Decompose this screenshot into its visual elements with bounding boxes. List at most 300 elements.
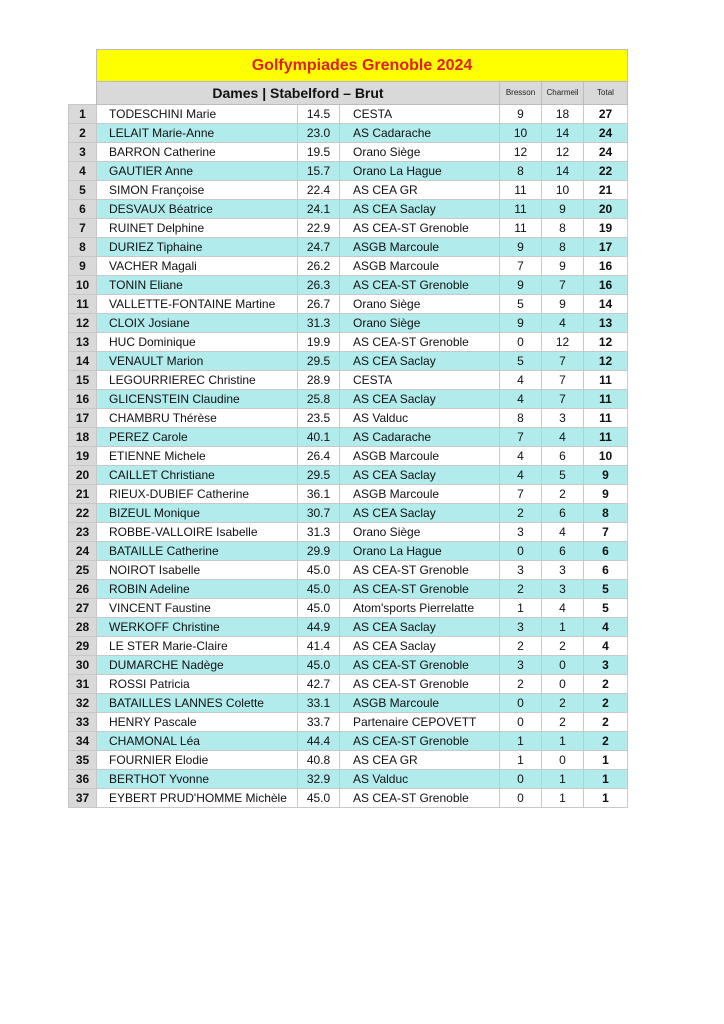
handicap: 31.3 bbox=[298, 523, 340, 542]
rank-cell: 11 bbox=[69, 295, 97, 314]
score-bresson: 7 bbox=[500, 257, 542, 276]
handicap: 26.2 bbox=[298, 257, 340, 276]
score-total: 1 bbox=[584, 789, 628, 808]
club-name: AS CEA-ST Grenoble bbox=[340, 789, 500, 808]
player-name: HUC Dominique bbox=[97, 333, 298, 352]
score-bresson: 4 bbox=[500, 390, 542, 409]
player-name: VINCENT Faustine bbox=[97, 599, 298, 618]
handicap: 24.7 bbox=[298, 238, 340, 257]
rank-cell: 16 bbox=[69, 390, 97, 409]
club-name: Orano Siège bbox=[340, 314, 500, 333]
table-row bbox=[69, 789, 628, 808]
club-name: ASGB Marcoule bbox=[340, 485, 500, 504]
score-bresson: 7 bbox=[500, 485, 542, 504]
score-charmeil: 4 bbox=[542, 314, 584, 333]
handicap: 14.5 bbox=[298, 105, 340, 124]
score-charmeil: 1 bbox=[542, 770, 584, 789]
club-name: ASGB Marcoule bbox=[340, 447, 500, 466]
club-name: AS CEA GR bbox=[340, 751, 500, 770]
score-bresson: 3 bbox=[500, 523, 542, 542]
score-charmeil: 14 bbox=[542, 162, 584, 181]
table-row bbox=[69, 333, 628, 352]
club-name: AS Cadarache bbox=[340, 124, 500, 143]
table-row bbox=[69, 371, 628, 390]
table-row bbox=[69, 466, 628, 485]
handicap: 33.7 bbox=[298, 713, 340, 732]
handicap: 29.5 bbox=[298, 352, 340, 371]
rank-cell: 23 bbox=[69, 523, 97, 542]
score-bresson: 3 bbox=[500, 618, 542, 637]
score-charmeil: 7 bbox=[542, 390, 584, 409]
club-name: AS CEA Saclay bbox=[340, 352, 500, 371]
score-charmeil: 2 bbox=[542, 694, 584, 713]
table-row bbox=[69, 276, 628, 295]
club-name: CESTA bbox=[340, 105, 500, 124]
score-bresson: 2 bbox=[500, 637, 542, 656]
score-bresson: 5 bbox=[500, 352, 542, 371]
handicap: 32.9 bbox=[298, 770, 340, 789]
score-bresson: 9 bbox=[500, 105, 542, 124]
score-bresson: 7 bbox=[500, 428, 542, 447]
table-row bbox=[69, 561, 628, 580]
club-name: AS CEA-ST Grenoble bbox=[340, 276, 500, 295]
table-row bbox=[69, 675, 628, 694]
score-charmeil: 18 bbox=[542, 105, 584, 124]
player-name: BATAILLE Catherine bbox=[97, 542, 298, 561]
table-row bbox=[69, 200, 628, 219]
score-total: 27 bbox=[584, 105, 628, 124]
handicap: 33.1 bbox=[298, 694, 340, 713]
handicap: 29.9 bbox=[298, 542, 340, 561]
rank-cell: 28 bbox=[69, 618, 97, 637]
blank-corner bbox=[69, 82, 97, 105]
player-name: LELAIT Marie-Anne bbox=[97, 124, 298, 143]
club-name: AS CEA Saclay bbox=[340, 637, 500, 656]
handicap: 40.1 bbox=[298, 428, 340, 447]
score-bresson: 0 bbox=[500, 789, 542, 808]
rank-cell: 36 bbox=[69, 770, 97, 789]
score-total: 7 bbox=[584, 523, 628, 542]
table-row bbox=[69, 409, 628, 428]
rank-cell: 32 bbox=[69, 694, 97, 713]
score-total: 9 bbox=[584, 466, 628, 485]
rank-cell: 22 bbox=[69, 504, 97, 523]
column-header-bresson: Bresson bbox=[500, 82, 542, 105]
rank-cell: 3 bbox=[69, 143, 97, 162]
player-name: VACHER Magali bbox=[97, 257, 298, 276]
player-name: LE STER Marie-Claire bbox=[97, 637, 298, 656]
club-name: AS CEA Saclay bbox=[340, 200, 500, 219]
score-charmeil: 7 bbox=[542, 371, 584, 390]
score-charmeil: 2 bbox=[542, 485, 584, 504]
score-total: 4 bbox=[584, 637, 628, 656]
club-name: Orano Siège bbox=[340, 523, 500, 542]
score-total: 22 bbox=[584, 162, 628, 181]
score-total: 1 bbox=[584, 751, 628, 770]
score-bresson: 8 bbox=[500, 409, 542, 428]
score-bresson: 11 bbox=[500, 200, 542, 219]
score-bresson: 11 bbox=[500, 219, 542, 238]
club-name: AS CEA-ST Grenoble bbox=[340, 333, 500, 352]
score-charmeil: 7 bbox=[542, 352, 584, 371]
score-charmeil: 9 bbox=[542, 257, 584, 276]
score-total: 8 bbox=[584, 504, 628, 523]
score-charmeil: 0 bbox=[542, 656, 584, 675]
score-total: 6 bbox=[584, 561, 628, 580]
club-name: ASGB Marcoule bbox=[340, 238, 500, 257]
score-charmeil: 3 bbox=[542, 409, 584, 428]
score-charmeil: 8 bbox=[542, 219, 584, 238]
score-charmeil: 0 bbox=[542, 751, 584, 770]
table-row bbox=[69, 485, 628, 504]
handicap: 19.5 bbox=[298, 143, 340, 162]
score-bresson: 0 bbox=[500, 770, 542, 789]
handicap: 29.5 bbox=[298, 466, 340, 485]
player-name: NOIROT Isabelle bbox=[97, 561, 298, 580]
rank-cell: 25 bbox=[69, 561, 97, 580]
score-total: 16 bbox=[584, 257, 628, 276]
handicap: 40.8 bbox=[298, 751, 340, 770]
club-name: Partenaire CEPOVETT bbox=[340, 713, 500, 732]
rank-cell: 33 bbox=[69, 713, 97, 732]
score-total: 16 bbox=[584, 276, 628, 295]
player-name: VENAULT Marion bbox=[97, 352, 298, 371]
score-bresson: 3 bbox=[500, 561, 542, 580]
handicap: 45.0 bbox=[298, 789, 340, 808]
score-charmeil: 7 bbox=[542, 276, 584, 295]
score-bresson: 2 bbox=[500, 675, 542, 694]
header-row bbox=[69, 82, 628, 105]
score-charmeil: 12 bbox=[542, 333, 584, 352]
rank-cell: 4 bbox=[69, 162, 97, 181]
column-header-charmeil: Charmeil bbox=[542, 82, 584, 105]
score-charmeil: 1 bbox=[542, 789, 584, 808]
table-row bbox=[69, 352, 628, 371]
table-row bbox=[69, 542, 628, 561]
score-total: 2 bbox=[584, 732, 628, 751]
results-sheet bbox=[68, 49, 628, 808]
player-name: DESVAUX Béatrice bbox=[97, 200, 298, 219]
handicap: 41.4 bbox=[298, 637, 340, 656]
handicap: 36.1 bbox=[298, 485, 340, 504]
rank-cell: 18 bbox=[69, 428, 97, 447]
club-name: AS Valduc bbox=[340, 770, 500, 789]
score-charmeil: 0 bbox=[542, 675, 584, 694]
score-total: 2 bbox=[584, 713, 628, 732]
score-total: 4 bbox=[584, 618, 628, 637]
score-charmeil: 4 bbox=[542, 428, 584, 447]
handicap: 26.3 bbox=[298, 276, 340, 295]
table-row bbox=[69, 618, 628, 637]
player-name: CHAMBRU Thérèse bbox=[97, 409, 298, 428]
score-charmeil: 9 bbox=[542, 295, 584, 314]
score-total: 20 bbox=[584, 200, 628, 219]
rank-cell: 17 bbox=[69, 409, 97, 428]
blank-corner bbox=[69, 50, 97, 82]
score-charmeil: 9 bbox=[542, 200, 584, 219]
score-bresson: 5 bbox=[500, 295, 542, 314]
category-header: Dames | Stabelford – Brut bbox=[97, 82, 500, 105]
score-total: 6 bbox=[584, 542, 628, 561]
rank-cell: 27 bbox=[69, 599, 97, 618]
score-bresson: 1 bbox=[500, 732, 542, 751]
score-bresson: 0 bbox=[500, 694, 542, 713]
player-name: BATAILLES LANNES Colette bbox=[97, 694, 298, 713]
score-bresson: 1 bbox=[500, 751, 542, 770]
club-name: AS CEA-ST Grenoble bbox=[340, 219, 500, 238]
handicap: 23.5 bbox=[298, 409, 340, 428]
player-name: ROBIN Adeline bbox=[97, 580, 298, 599]
score-bresson: 10 bbox=[500, 124, 542, 143]
score-bresson: 9 bbox=[500, 238, 542, 257]
rank-cell: 8 bbox=[69, 238, 97, 257]
score-charmeil: 2 bbox=[542, 713, 584, 732]
score-total: 24 bbox=[584, 124, 628, 143]
score-bresson: 4 bbox=[500, 371, 542, 390]
score-total: 11 bbox=[584, 390, 628, 409]
table-row bbox=[69, 181, 628, 200]
table-row bbox=[69, 732, 628, 751]
rank-cell: 14 bbox=[69, 352, 97, 371]
score-total: 5 bbox=[584, 599, 628, 618]
table-row bbox=[69, 428, 628, 447]
score-bresson: 2 bbox=[500, 504, 542, 523]
score-bresson: 3 bbox=[500, 656, 542, 675]
handicap: 26.4 bbox=[298, 447, 340, 466]
rank-cell: 21 bbox=[69, 485, 97, 504]
table-row bbox=[69, 124, 628, 143]
club-name: Orano La Hague bbox=[340, 542, 500, 561]
player-name: RIEUX-DUBIEF Catherine bbox=[97, 485, 298, 504]
rank-cell: 10 bbox=[69, 276, 97, 295]
player-name: LEGOURRIEREC Christine bbox=[97, 371, 298, 390]
score-charmeil: 6 bbox=[542, 504, 584, 523]
player-name: DURIEZ Tiphaine bbox=[97, 238, 298, 257]
player-name: WERKOFF Christine bbox=[97, 618, 298, 637]
rank-cell: 15 bbox=[69, 371, 97, 390]
player-name: ROBBE-VALLOIRE Isabelle bbox=[97, 523, 298, 542]
score-charmeil: 14 bbox=[542, 124, 584, 143]
score-total: 19 bbox=[584, 219, 628, 238]
handicap: 45.0 bbox=[298, 561, 340, 580]
score-total: 21 bbox=[584, 181, 628, 200]
score-bresson: 1 bbox=[500, 599, 542, 618]
score-bresson: 8 bbox=[500, 162, 542, 181]
club-name: AS CEA-ST Grenoble bbox=[340, 675, 500, 694]
score-total: 1 bbox=[584, 770, 628, 789]
rank-cell: 26 bbox=[69, 580, 97, 599]
rank-cell: 29 bbox=[69, 637, 97, 656]
player-name: GLICENSTEIN Claudine bbox=[97, 390, 298, 409]
handicap: 44.9 bbox=[298, 618, 340, 637]
club-name: AS CEA-ST Grenoble bbox=[340, 656, 500, 675]
handicap: 26.7 bbox=[298, 295, 340, 314]
club-name: Orano Siège bbox=[340, 143, 500, 162]
score-bresson: 4 bbox=[500, 466, 542, 485]
score-total: 3 bbox=[584, 656, 628, 675]
rank-cell: 7 bbox=[69, 219, 97, 238]
score-charmeil: 8 bbox=[542, 238, 584, 257]
score-charmeil: 6 bbox=[542, 542, 584, 561]
player-name: VALLETTE-FONTAINE Martine bbox=[97, 295, 298, 314]
score-total: 12 bbox=[584, 352, 628, 371]
player-name: ROSSI Patricia bbox=[97, 675, 298, 694]
club-name: Atom'sports Pierrelatte bbox=[340, 599, 500, 618]
rank-cell: 6 bbox=[69, 200, 97, 219]
player-name: BARRON Catherine bbox=[97, 143, 298, 162]
player-name: GAUTIER Anne bbox=[97, 162, 298, 181]
player-name: TONIN Eliane bbox=[97, 276, 298, 295]
table-row bbox=[69, 295, 628, 314]
player-name: TODESCHINI Marie bbox=[97, 105, 298, 124]
score-total: 11 bbox=[584, 409, 628, 428]
score-total: 12 bbox=[584, 333, 628, 352]
score-charmeil: 3 bbox=[542, 580, 584, 599]
score-bresson: 0 bbox=[500, 713, 542, 732]
handicap: 45.0 bbox=[298, 656, 340, 675]
player-name: DUMARCHE Nadège bbox=[97, 656, 298, 675]
table-row bbox=[69, 390, 628, 409]
club-name: AS CEA-ST Grenoble bbox=[340, 561, 500, 580]
player-name: EYBERT PRUD'HOMME Michèle bbox=[97, 789, 298, 808]
player-name: BERTHOT Yvonne bbox=[97, 770, 298, 789]
score-bresson: 0 bbox=[500, 333, 542, 352]
page-title: Golfympiades Grenoble 2024 bbox=[97, 50, 628, 82]
player-name: CAILLET Christiane bbox=[97, 466, 298, 485]
club-name: AS CEA Saclay bbox=[340, 618, 500, 637]
score-total: 11 bbox=[584, 371, 628, 390]
handicap: 44.4 bbox=[298, 732, 340, 751]
rank-cell: 35 bbox=[69, 751, 97, 770]
rank-cell: 2 bbox=[69, 124, 97, 143]
handicap: 19.9 bbox=[298, 333, 340, 352]
handicap: 23.0 bbox=[298, 124, 340, 143]
score-total: 14 bbox=[584, 295, 628, 314]
score-total: 24 bbox=[584, 143, 628, 162]
handicap: 42.7 bbox=[298, 675, 340, 694]
score-bresson: 4 bbox=[500, 447, 542, 466]
table-row bbox=[69, 162, 628, 181]
score-charmeil: 3 bbox=[542, 561, 584, 580]
rank-cell: 9 bbox=[69, 257, 97, 276]
club-name: CESTA bbox=[340, 371, 500, 390]
score-total: 13 bbox=[584, 314, 628, 333]
handicap: 31.3 bbox=[298, 314, 340, 333]
club-name: AS CEA-ST Grenoble bbox=[340, 732, 500, 751]
rank-cell: 1 bbox=[69, 105, 97, 124]
rank-cell: 34 bbox=[69, 732, 97, 751]
rank-cell: 20 bbox=[69, 466, 97, 485]
table-row bbox=[69, 713, 628, 732]
club-name: AS CEA Saclay bbox=[340, 466, 500, 485]
handicap: 24.1 bbox=[298, 200, 340, 219]
score-total: 11 bbox=[584, 428, 628, 447]
results-table bbox=[68, 49, 628, 808]
rank-cell: 5 bbox=[69, 181, 97, 200]
table-row bbox=[69, 257, 628, 276]
handicap: 15.7 bbox=[298, 162, 340, 181]
rank-cell: 12 bbox=[69, 314, 97, 333]
handicap: 30.7 bbox=[298, 504, 340, 523]
handicap: 45.0 bbox=[298, 580, 340, 599]
handicap: 25.8 bbox=[298, 390, 340, 409]
player-name: BIZEUL Monique bbox=[97, 504, 298, 523]
club-name: AS CEA Saclay bbox=[340, 390, 500, 409]
player-name: CLOIX Josiane bbox=[97, 314, 298, 333]
club-name: ASGB Marcoule bbox=[340, 694, 500, 713]
table-row bbox=[69, 219, 628, 238]
score-charmeil: 1 bbox=[542, 618, 584, 637]
score-total: 10 bbox=[584, 447, 628, 466]
club-name: Orano La Hague bbox=[340, 162, 500, 181]
score-charmeil: 10 bbox=[542, 181, 584, 200]
column-header-total: Total bbox=[584, 82, 628, 105]
score-charmeil: 6 bbox=[542, 447, 584, 466]
table-row bbox=[69, 637, 628, 656]
table-row bbox=[69, 238, 628, 257]
handicap: 45.0 bbox=[298, 599, 340, 618]
score-total: 5 bbox=[584, 580, 628, 599]
player-name: RUINET Delphine bbox=[97, 219, 298, 238]
score-total: 9 bbox=[584, 485, 628, 504]
rank-cell: 13 bbox=[69, 333, 97, 352]
table-row bbox=[69, 447, 628, 466]
rank-cell: 37 bbox=[69, 789, 97, 808]
table-row bbox=[69, 523, 628, 542]
rank-cell: 24 bbox=[69, 542, 97, 561]
club-name: AS CEA GR bbox=[340, 181, 500, 200]
table-row bbox=[69, 314, 628, 333]
club-name: ASGB Marcoule bbox=[340, 257, 500, 276]
score-bresson: 9 bbox=[500, 276, 542, 295]
score-bresson: 9 bbox=[500, 314, 542, 333]
table-row bbox=[69, 599, 628, 618]
score-charmeil: 5 bbox=[542, 466, 584, 485]
table-row bbox=[69, 770, 628, 789]
handicap: 22.9 bbox=[298, 219, 340, 238]
table-row bbox=[69, 504, 628, 523]
player-name: FOURNIER Elodie bbox=[97, 751, 298, 770]
player-name: ETIENNE Michele bbox=[97, 447, 298, 466]
score-charmeil: 4 bbox=[542, 523, 584, 542]
score-charmeil: 2 bbox=[542, 637, 584, 656]
table-row bbox=[69, 105, 628, 124]
table-row bbox=[69, 694, 628, 713]
table-row bbox=[69, 656, 628, 675]
player-name: SIMON Françoise bbox=[97, 181, 298, 200]
score-total: 2 bbox=[584, 675, 628, 694]
club-name: AS Cadarache bbox=[340, 428, 500, 447]
score-charmeil: 12 bbox=[542, 143, 584, 162]
table-row bbox=[69, 751, 628, 770]
club-name: AS CEA-ST Grenoble bbox=[340, 580, 500, 599]
club-name: AS CEA Saclay bbox=[340, 504, 500, 523]
club-name: Orano Siège bbox=[340, 295, 500, 314]
score-charmeil: 1 bbox=[542, 732, 584, 751]
rank-cell: 30 bbox=[69, 656, 97, 675]
table-row bbox=[69, 143, 628, 162]
handicap: 28.9 bbox=[298, 371, 340, 390]
score-bresson: 2 bbox=[500, 580, 542, 599]
score-bresson: 12 bbox=[500, 143, 542, 162]
handicap: 22.4 bbox=[298, 181, 340, 200]
score-charmeil: 4 bbox=[542, 599, 584, 618]
rank-cell: 19 bbox=[69, 447, 97, 466]
rank-cell: 31 bbox=[69, 675, 97, 694]
player-name: PEREZ Carole bbox=[97, 428, 298, 447]
player-name: CHAMONAL Léa bbox=[97, 732, 298, 751]
table-row bbox=[69, 580, 628, 599]
